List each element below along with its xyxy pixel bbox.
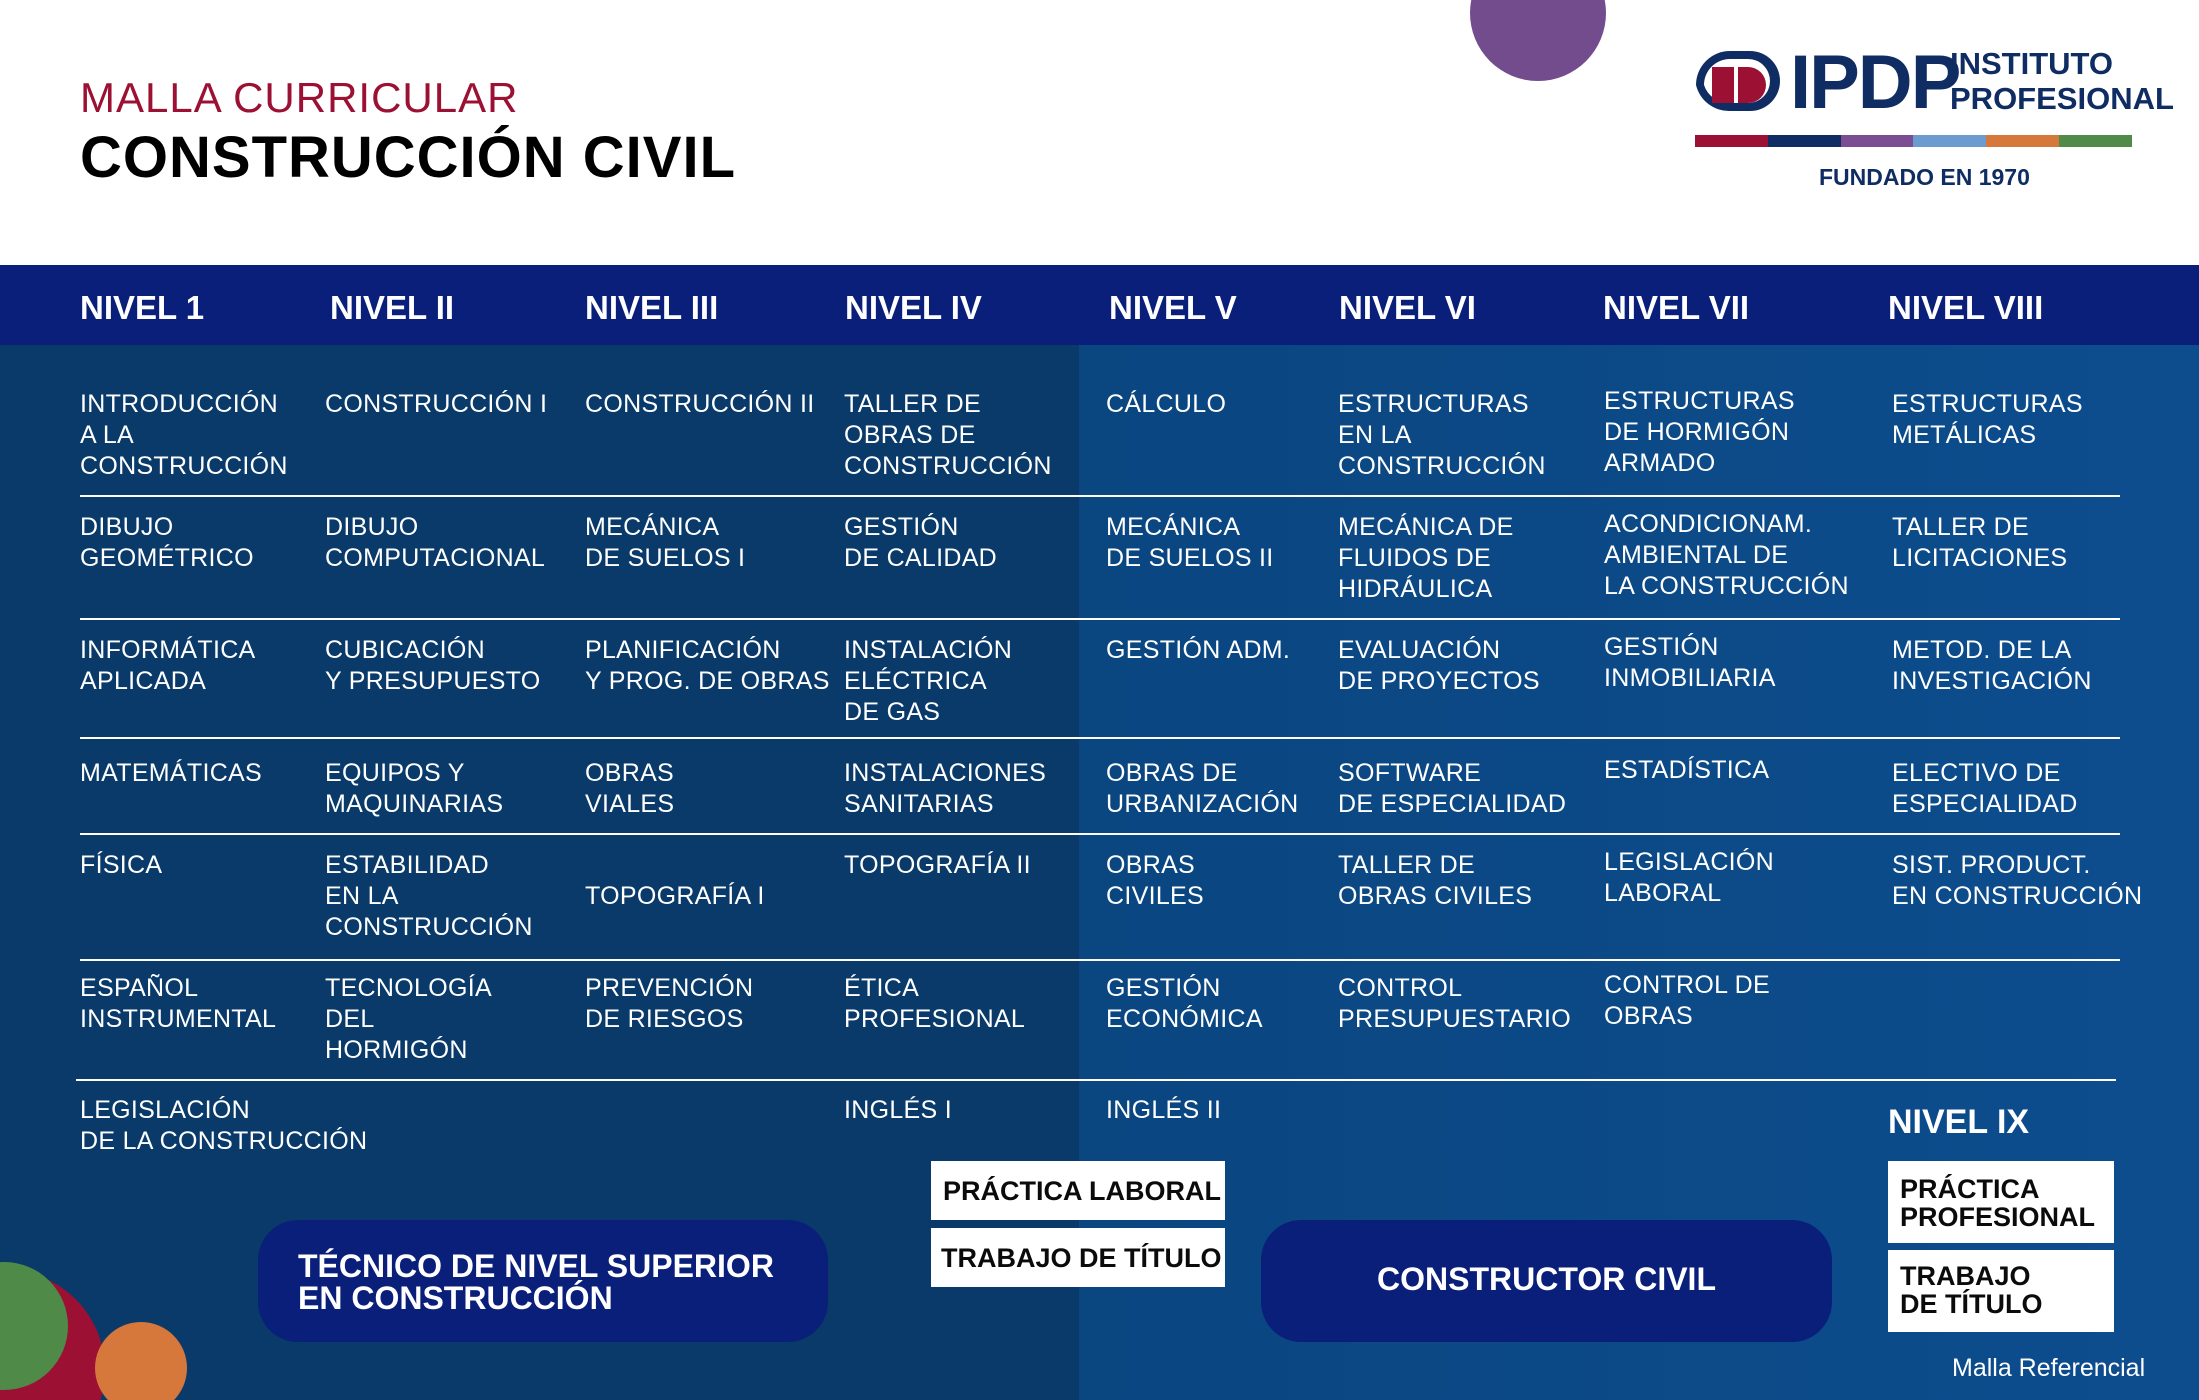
logo-subtitle-line1: INSTITUTO	[1950, 46, 2114, 81]
course-l3-6: PREVENCIÓN DE RIESGOS	[585, 974, 754, 1033]
course-l1-7: LEGISLACIÓN DE LA CONSTRUCCIÓN	[80, 1096, 368, 1155]
level-heading-1: NIVEL 1	[80, 289, 205, 326]
course-l5-6: GESTIÓN ECONÓMICA	[1106, 974, 1263, 1033]
logo-founded: FUNDADO EN 1970	[1819, 164, 2030, 190]
level-heading-6: NIVEL VI	[1339, 289, 1476, 326]
course-l4-5: TOPOGRAFÍA II	[844, 851, 1031, 879]
practica-profesional-box: PRÁCTICA PROFESIONAL	[1888, 1161, 2114, 1243]
course-l5-3: GESTIÓN ADM.	[1106, 636, 1291, 664]
course-l4-1: TALLER DE OBRAS DE CONSTRUCCIÓN	[844, 390, 1052, 480]
course-l5-4: OBRAS DE URBANIZACIÓN	[1106, 759, 1299, 818]
trabajo-titulo-final-box: TRABAJO DE TÍTULO	[1888, 1250, 2114, 1332]
logo-bar-segment	[1841, 135, 1914, 147]
course-l2-6: TECNOLOGÍA DEL HORMIGÓN	[325, 974, 492, 1064]
row-divider	[76, 1079, 2116, 1081]
course-l8-3: METOD. DE LA INVESTIGACIÓN	[1892, 636, 2092, 695]
course-l5-1: CÁLCULO	[1106, 390, 1227, 418]
course-l5-7: INGLÉS II	[1106, 1096, 1222, 1124]
course-l3-2: MECÁNICA DE SUELOS I	[585, 513, 746, 572]
course-l7-6: CONTROL DE OBRAS	[1604, 971, 1770, 1030]
row-divider	[80, 833, 2120, 835]
degree-constructor: CONSTRUCTOR CIVIL	[1261, 1220, 1832, 1342]
course-l2-4: EQUIPOS Y MAQUINARIAS	[325, 759, 504, 818]
header	[0, 0, 2199, 265]
course-l1-3: INFORMÁTICA APLICADA	[80, 636, 256, 695]
course-l5-2: MECÁNICA DE SUELOS II	[1106, 513, 1274, 572]
course-l2-3: CUBICACIÓN Y PRESUPUESTO	[325, 636, 541, 695]
course-l4-3: INSTALACIÓN ELÉCTRICA DE GAS	[844, 636, 1013, 726]
ipdp-logo	[1690, 40, 2174, 200]
course-l1-1: INTRODUCCIÓN A LA CONSTRUCCIÓN	[80, 390, 288, 480]
course-l2-2: DIBUJO COMPUTACIONAL	[325, 513, 546, 572]
logo-color-bar	[1695, 135, 2132, 147]
course-l1-6: ESPAÑOL INSTRUMENTAL	[80, 974, 277, 1033]
ipdp-emblem-icon	[1690, 45, 1782, 125]
level-heading-7: NIVEL VII	[1603, 289, 1750, 326]
course-l4-6: ÉTICA PROFESIONAL	[844, 974, 1026, 1033]
page-kicker: MALLA CURRICULAR	[80, 74, 519, 121]
course-l7-2: ACONDICIONAM. AMBIENTAL DE LA CONSTRUCCIÓN	[1604, 510, 1849, 600]
logo-bar-segment	[1913, 135, 1986, 147]
course-l3-4: OBRAS VIALES	[585, 759, 675, 818]
level-heading-8: NIVEL VIII	[1888, 289, 2044, 326]
course-l5-5: OBRAS CIVILES	[1106, 851, 1204, 910]
logo-subtitle	[1950, 46, 2174, 116]
course-l8-1: ESTRUCTURAS METÁLICAS	[1892, 390, 2083, 449]
course-l6-5: TALLER DE OBRAS CIVILES	[1338, 851, 1533, 910]
course-l7-4: ESTADÍSTICA	[1604, 756, 1770, 784]
course-l4-4: INSTALACIONES SANITARIAS	[844, 759, 1047, 818]
decorative-circle	[1470, 0, 1606, 81]
course-l8-5: SIST. PRODUCT. EN CONSTRUCCIÓN	[1892, 851, 2143, 910]
course-l6-1: ESTRUCTURAS EN LA CONSTRUCCIÓN	[1338, 390, 1546, 480]
footer-note: Malla Referencial	[1952, 1354, 2146, 1382]
course-l7-5: LEGISLACIÓN LABORAL	[1604, 848, 1775, 907]
course-l4-7: INGLÉS I	[844, 1096, 952, 1124]
course-l3-1: CONSTRUCCIÓN II	[585, 390, 815, 418]
row-divider	[80, 737, 2120, 739]
practica-laboral-box: PRÁCTICA LABORAL	[931, 1161, 1225, 1220]
course-l3-5: TOPOGRAFÍA I	[585, 882, 765, 910]
degree-tecnico: TÉCNICO DE NIVEL SUPERIOR EN CONSTRUCCIÓN	[258, 1220, 828, 1342]
course-l3-3: PLANIFICACIÓN Y PROG. DE OBRAS	[585, 636, 830, 695]
logo-wordmark: IPDP	[1790, 40, 1960, 125]
logo-bar-segment	[1695, 135, 1768, 147]
course-l6-3: EVALUACIÓN DE PROYECTOS	[1338, 636, 1540, 695]
level-heading-2: NIVEL II	[330, 289, 455, 326]
course-l6-6: CONTROL PRESUPUESTARIO	[1338, 974, 1571, 1033]
course-l4-2: GESTIÓN DE CALIDAD	[844, 513, 998, 572]
level-heading-5: NIVEL V	[1109, 289, 1237, 326]
course-l7-3: GESTIÓN INMOBILIARIA	[1604, 633, 1776, 692]
course-l6-4: SOFTWARE DE ESPECIALIDAD	[1338, 759, 1567, 818]
level-heading-3: NIVEL III	[585, 289, 719, 326]
row-divider	[80, 495, 2120, 497]
course-l1-5: FÍSICA	[80, 851, 163, 879]
course-l8-4: ELECTIVO DE ESPECIALIDAD	[1892, 759, 2078, 818]
logo-bar-segment	[1986, 135, 2059, 147]
course-l1-2: DIBUJO GEOMÉTRICO	[80, 513, 254, 572]
course-l8-2: TALLER DE LICITACIONES	[1892, 513, 2068, 572]
level-heading-9: NIVEL IX	[1888, 1103, 2030, 1141]
row-divider	[80, 959, 2120, 961]
logo-bar-segment	[1768, 135, 1841, 147]
course-l7-1: ESTRUCTURAS DE HORMIGÓN ARMADO	[1604, 387, 1795, 477]
level-heading-4: NIVEL IV	[845, 289, 982, 326]
course-l6-2: MECÁNICA DE FLUIDOS DE HIDRÁULICA	[1338, 513, 1514, 603]
logo-subtitle-line2: PROFESIONAL	[1950, 81, 2174, 116]
page-title: CONSTRUCCIÓN CIVIL	[80, 125, 736, 190]
course-l2-5: ESTABILIDAD EN LA CONSTRUCCIÓN	[325, 851, 533, 941]
row-divider	[80, 618, 2120, 620]
logo-bar-segment	[2059, 135, 2132, 147]
trabajo-titulo-box: TRABAJO DE TÍTULO	[931, 1228, 1225, 1287]
course-l2-1: CONSTRUCCIÓN I	[325, 390, 548, 418]
course-l1-4: MATEMÁTICAS	[80, 759, 263, 787]
